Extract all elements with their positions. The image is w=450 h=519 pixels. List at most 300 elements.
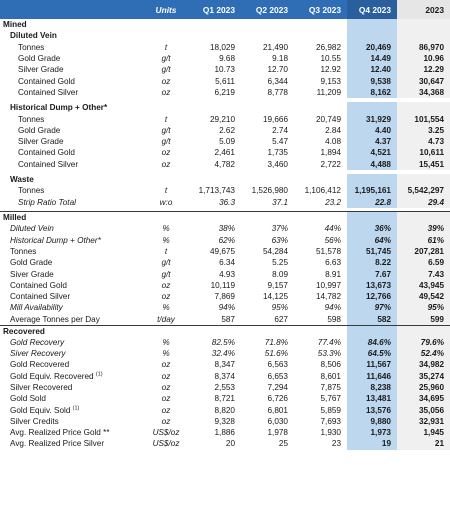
cell-q2: 63% [271,235,288,245]
row-label [0,268,144,279]
cell-fy: 6.59 [397,257,450,268]
cell-q3: 1,894 [320,148,341,158]
table-row [0,64,450,75]
row-units: w:o [159,197,173,207]
row-label [0,53,144,64]
row-label-text: Average Tonnes per Day [10,314,100,324]
row-label-text: Historical Dump + Other* [10,103,108,113]
cell-q4: 9,880 [347,416,397,427]
row-label-text: Contained Gold [18,76,75,86]
cell-q3 [294,174,347,185]
cell-q2: 95% [271,303,288,313]
table-row [0,87,450,98]
row-units: t [164,186,168,196]
cell-fy: 10.96 [397,53,450,64]
cell-q1: 18,029 [209,42,235,52]
table-row [0,136,450,147]
section-row [0,19,450,30]
cell-q4 [347,102,397,113]
row-label [0,302,144,313]
cell-q1: 1,713,743 [198,186,235,196]
cell-fy: 5,542,297 [397,185,450,196]
table-row [0,393,450,404]
row-label-text: Recovered [3,326,45,336]
cell-q1: 2,461 [214,148,235,158]
cell-q3 [294,30,347,41]
table-row [0,302,450,313]
cell-fy: 61% [397,235,450,246]
row-units: g/t [161,269,171,279]
cell-fy [397,19,450,30]
cell-q1: 94% [218,303,235,313]
row-label-text: Tonnes [18,114,45,124]
row-label [0,174,144,185]
cell-fy: 4.73 [397,136,450,147]
header-q1: Q1 2023 [188,0,241,19]
cell-q3: 10,997 [315,280,341,290]
cell-q2 [241,212,294,224]
cell-q2: 6,344 [267,76,288,86]
cell-q3: 12.92 [320,65,341,75]
row-label-text: Silver Grade [18,137,64,147]
row-label-text: Strip Ratio Total [18,197,76,207]
cell-q1 [188,325,241,337]
cell-fy: 95% [397,302,450,313]
cell-q4: 97% [347,302,397,313]
cell-q2: 1,978 [267,428,288,438]
row-label [0,314,144,326]
row-label-text: Gold Equiv. Recovered [10,371,94,381]
table-row [0,235,450,246]
cell-fy [397,325,450,337]
cell-q2 [241,19,294,30]
cell-q4: 1,195,161 [347,185,397,196]
cell-q3: 94% [324,303,341,313]
row-label [0,382,144,393]
footnote-marker: (1) [95,370,103,377]
cell-q1: 82.5% [211,337,235,347]
table-row [0,75,450,86]
cell-q1 [188,102,241,113]
row-label [0,359,144,370]
row-label [0,257,144,268]
row-units: t/day [157,314,175,324]
cell-fy: 10,611 [397,147,450,158]
cell-q3: 9,153 [320,76,341,86]
cell-q1: 7,869 [214,292,235,302]
table-row [0,371,450,382]
table-row [0,147,450,158]
cell-q3: 53.3% [317,349,341,359]
table-row [0,223,450,234]
row-label-text: Waste [10,175,34,184]
cell-q1: 38% [218,224,235,234]
row-units: oz [161,280,171,290]
cell-q4: 51,745 [347,246,397,257]
section-row [0,325,450,337]
cell-q4: 64% [347,235,397,246]
cell-q1: 29,210 [209,114,235,124]
cell-fy: 101,554 [397,113,450,124]
row-label [0,125,144,136]
cell-q3: 77.4% [317,337,341,347]
row-units [144,212,188,224]
cell-q4: 11,646 [347,371,397,382]
row-label-text: Diluted Vein [10,31,57,41]
header-q3: Q3 2023 [294,0,347,19]
cell-q1: 4.93 [219,269,235,279]
cell-q3: 20,749 [315,114,341,124]
row-units: oz [161,405,171,415]
cell-q1 [188,30,241,41]
row-label-text: Gold Grade [18,54,61,64]
row-label-text: Gold Recovery [10,337,65,347]
cell-q2: 5.47 [272,137,288,147]
table-row [0,196,450,207]
cell-q3: 26,982 [315,42,341,52]
row-label-text: Siver Recovery [10,349,66,359]
cell-q4: 4,488 [347,159,397,170]
cell-q2: 71.8% [264,337,288,347]
row-units: oz [161,292,171,302]
cell-q2: 14,125 [262,292,288,302]
row-label-text: Avg. Realized Price Silver [10,439,105,449]
cell-q3: 5,767 [320,394,341,404]
row-units: US$/oz [152,428,180,438]
cell-q4: 13,673 [347,280,397,291]
row-label-text: Historical Dump + Other* [10,235,101,245]
row-label-text: Gold Grade [18,125,61,135]
row-label [0,325,144,337]
header-label [0,0,144,19]
cell-q4: 582 [347,314,397,326]
cell-q2: 37% [271,224,288,234]
cell-q1: 2.62 [219,125,235,135]
table-row [0,125,450,136]
row-label [0,42,144,53]
cell-fy [397,30,450,41]
cell-q4 [347,212,397,224]
cell-fy: 34,695 [397,393,450,404]
cell-fy: 32,931 [397,416,450,427]
cell-fy: 15,451 [397,159,450,170]
cell-q4: 20,469 [347,42,397,53]
row-units: g/t [161,54,171,64]
row-label [0,416,144,427]
subsection-row [0,102,450,113]
cell-q4: 64.5% [347,348,397,359]
cell-q2: 5.25 [272,258,288,268]
row-label [0,75,144,86]
section-row [0,212,450,224]
cell-q2 [241,325,294,337]
cell-q2: 6,563 [267,360,288,370]
cell-q2: 6,801 [267,405,288,415]
cell-q4: 84.6% [347,337,397,348]
cell-q4 [347,174,397,185]
cell-q1: 20 [225,439,235,449]
row-units: g/t [161,65,171,75]
cell-q4 [347,19,397,30]
row-units [144,19,188,30]
row-units: oz [161,416,171,426]
cell-fy: 207,281 [397,246,450,257]
row-label-text: Gold Equiv. Sold [10,405,71,415]
row-label-text: Tonnes [10,246,37,256]
row-label-text: Tonnes [18,42,45,52]
header-q4: Q4 2023 [347,0,397,19]
cell-fy: 21 [397,438,450,449]
table-row [0,404,450,415]
cell-q3: 1,930 [320,428,341,438]
cell-q1: 8,347 [214,360,235,370]
cell-q4: 7.67 [347,268,397,279]
cell-fy: 34,368 [397,87,450,98]
cell-q3: 11,209 [316,87,341,97]
row-label [0,337,144,348]
cell-q4: 12,766 [347,291,397,302]
cell-q1: 6.34 [219,258,235,268]
cell-q2: 9.18 [272,54,288,64]
row-units: oz [161,87,171,97]
row-label [0,427,144,438]
cell-q3: 8.91 [325,269,341,279]
cell-q3: 7,875 [320,382,341,392]
cell-q1: 2,553 [214,382,235,392]
row-label [0,113,144,124]
row-label [0,185,144,196]
cell-q4: 12.40 [347,64,397,75]
cell-q4: 19 [347,438,397,449]
cell-fy: 599 [397,314,450,326]
cell-fy: 1,945 [397,427,450,438]
cell-q3: 23.2 [325,197,341,207]
row-units: g/t [161,137,171,147]
row-label [0,102,144,113]
cell-q1 [188,212,241,224]
row-units: g/t [161,258,171,268]
cell-fy: 79.6% [397,337,450,348]
cell-q2: 2.74 [272,125,288,135]
cell-q2: 1,735 [267,148,288,158]
cell-fy: 34,982 [397,359,450,370]
row-label-text: Mill Availability [10,303,63,313]
row-label-text: Silver Grade [18,65,64,75]
row-label-text: Tonnes [18,186,45,196]
row-label [0,348,144,359]
cell-fy: 39% [397,223,450,234]
cell-q3: 23 [331,439,341,449]
row-label-text: Gold Recovered [10,360,70,370]
cell-q4: 13,481 [347,393,397,404]
cell-q1: 36.3 [219,197,235,207]
cell-q3: 7,693 [320,416,341,426]
row-label [0,159,144,170]
cell-fy: 7.43 [397,268,450,279]
cell-q1 [188,19,241,30]
row-units: oz [161,382,171,392]
cell-q3: 10.55 [320,54,341,64]
header-row [0,0,450,19]
table-row [0,257,450,268]
table-row [0,291,450,302]
row-label [0,196,144,207]
cell-q1: 4,782 [214,159,235,169]
cell-q2 [241,102,294,113]
row-label-text: Siver Grade [10,269,54,279]
footnote-marker: (1) [72,404,80,411]
row-units: % [162,303,170,313]
table-row [0,185,450,196]
row-units: t [164,246,168,256]
cell-q4: 31,929 [347,113,397,124]
cell-q2: 37.1 [272,197,288,207]
cell-q3: 598 [327,314,341,324]
cell-q1 [188,174,241,185]
cell-fy [397,212,450,224]
cell-q3: 8,601 [320,371,341,381]
row-label-text: Contained Silver [18,87,79,97]
row-units: oz [161,371,171,381]
table-row [0,416,450,427]
row-units: oz [161,394,171,404]
cell-q1: 5.09 [219,137,235,147]
row-label [0,87,144,98]
cell-q3: 51,578 [315,246,341,256]
cell-q2: 21,490 [262,42,288,52]
cell-q2: 6,726 [267,394,288,404]
row-units: t [164,114,168,124]
cell-q4: 8,162 [347,87,397,98]
row-label-text: Diluted Vein [10,224,54,234]
cell-q3 [294,325,347,337]
row-units: oz [161,76,171,86]
table-row [0,337,450,348]
cell-q2: 8.09 [272,269,288,279]
row-label-text: Mined [3,20,27,30]
row-label-text: Contained Silver [10,292,71,302]
cell-q3: 56% [324,235,341,245]
cell-q4: 36% [347,223,397,234]
table-row [0,314,450,326]
table-row [0,268,450,279]
row-label [0,280,144,291]
cell-q1: 1,886 [214,428,235,438]
cell-q4 [347,325,397,337]
table-row [0,382,450,393]
cell-q4: 4.37 [347,136,397,147]
row-label [0,246,144,257]
cell-fy: 52.4% [397,348,450,359]
header-fy: 2023 [397,0,450,19]
cell-q1: 10.73 [214,65,235,75]
cell-q3: 2.84 [325,125,341,135]
cell-q1: 62% [218,235,235,245]
cell-q2: 627 [274,314,288,324]
row-label-text: Silver Recovered [10,382,73,392]
cell-q2: 6,030 [267,416,288,426]
cell-q2: 9,157 [267,280,288,290]
cell-q4: 8,238 [347,382,397,393]
row-label [0,438,144,449]
cell-q3: 2,722 [320,159,341,169]
cell-q2: 1,526,980 [251,186,288,196]
row-label [0,371,144,382]
row-units: % [162,337,170,347]
subsection-row [0,174,450,185]
cell-q2: 54,284 [262,246,288,256]
cell-fy [397,102,450,113]
row-units: US$/oz [152,439,180,449]
cell-q1: 9,328 [214,416,235,426]
cell-q3: 8,506 [320,360,341,370]
cell-q1: 6,219 [214,87,235,97]
row-label-text: Contained Silver [18,159,79,169]
table-row [0,53,450,64]
cell-q2: 3,460 [267,159,288,169]
row-label-text: Contained Gold [10,280,67,290]
row-units: oz [161,360,171,370]
row-label-text: Gold Sold [10,394,46,404]
cell-q2 [241,30,294,41]
cell-fy: 49,542 [397,291,450,302]
cell-q1: 49,675 [209,246,235,256]
row-label-text: Gold Grade [10,258,53,268]
cell-q3: 5,859 [320,405,341,415]
cell-fy: 30,647 [397,75,450,86]
row-units [144,102,188,113]
cell-fy: 86,970 [397,42,450,53]
row-label [0,235,144,246]
row-units: oz [161,159,171,169]
cell-q3: 44% [324,224,341,234]
row-label-text: Contained Gold [18,148,75,158]
cell-q4: 9,538 [347,75,397,86]
cell-q1: 5,611 [215,76,235,86]
cell-q2: 12.70 [267,65,288,75]
cell-q1: 8,374 [214,371,235,381]
table-row [0,42,450,53]
cell-q3: 14,782 [315,292,341,302]
table-row [0,438,450,449]
table-row [0,246,450,257]
cell-q3 [294,102,347,113]
cell-q2 [241,174,294,185]
row-units: g/t [161,125,171,135]
row-label [0,404,144,415]
cell-q4: 14.49 [347,53,397,64]
row-label-text: Avg. Realized Price Gold ** [10,428,110,438]
cell-q3: 6.63 [325,258,341,268]
row-label [0,393,144,404]
cell-q4: 4,521 [347,147,397,158]
cell-q2: 6,653 [267,371,288,381]
cell-q1: 32.4% [211,349,235,359]
subsection-row [0,30,450,41]
cell-fy: 25,960 [397,382,450,393]
cell-q4: 1,973 [347,427,397,438]
cell-q4: 11,567 [347,359,397,370]
header-q2: Q2 2023 [241,0,294,19]
row-units [144,174,188,185]
cell-q3 [294,212,347,224]
row-units: % [162,224,170,234]
row-label [0,19,144,30]
cell-fy: 3.25 [397,125,450,136]
cell-q4: 8.22 [347,257,397,268]
cell-q3: 1,106,412 [304,186,341,196]
table-row [0,113,450,124]
